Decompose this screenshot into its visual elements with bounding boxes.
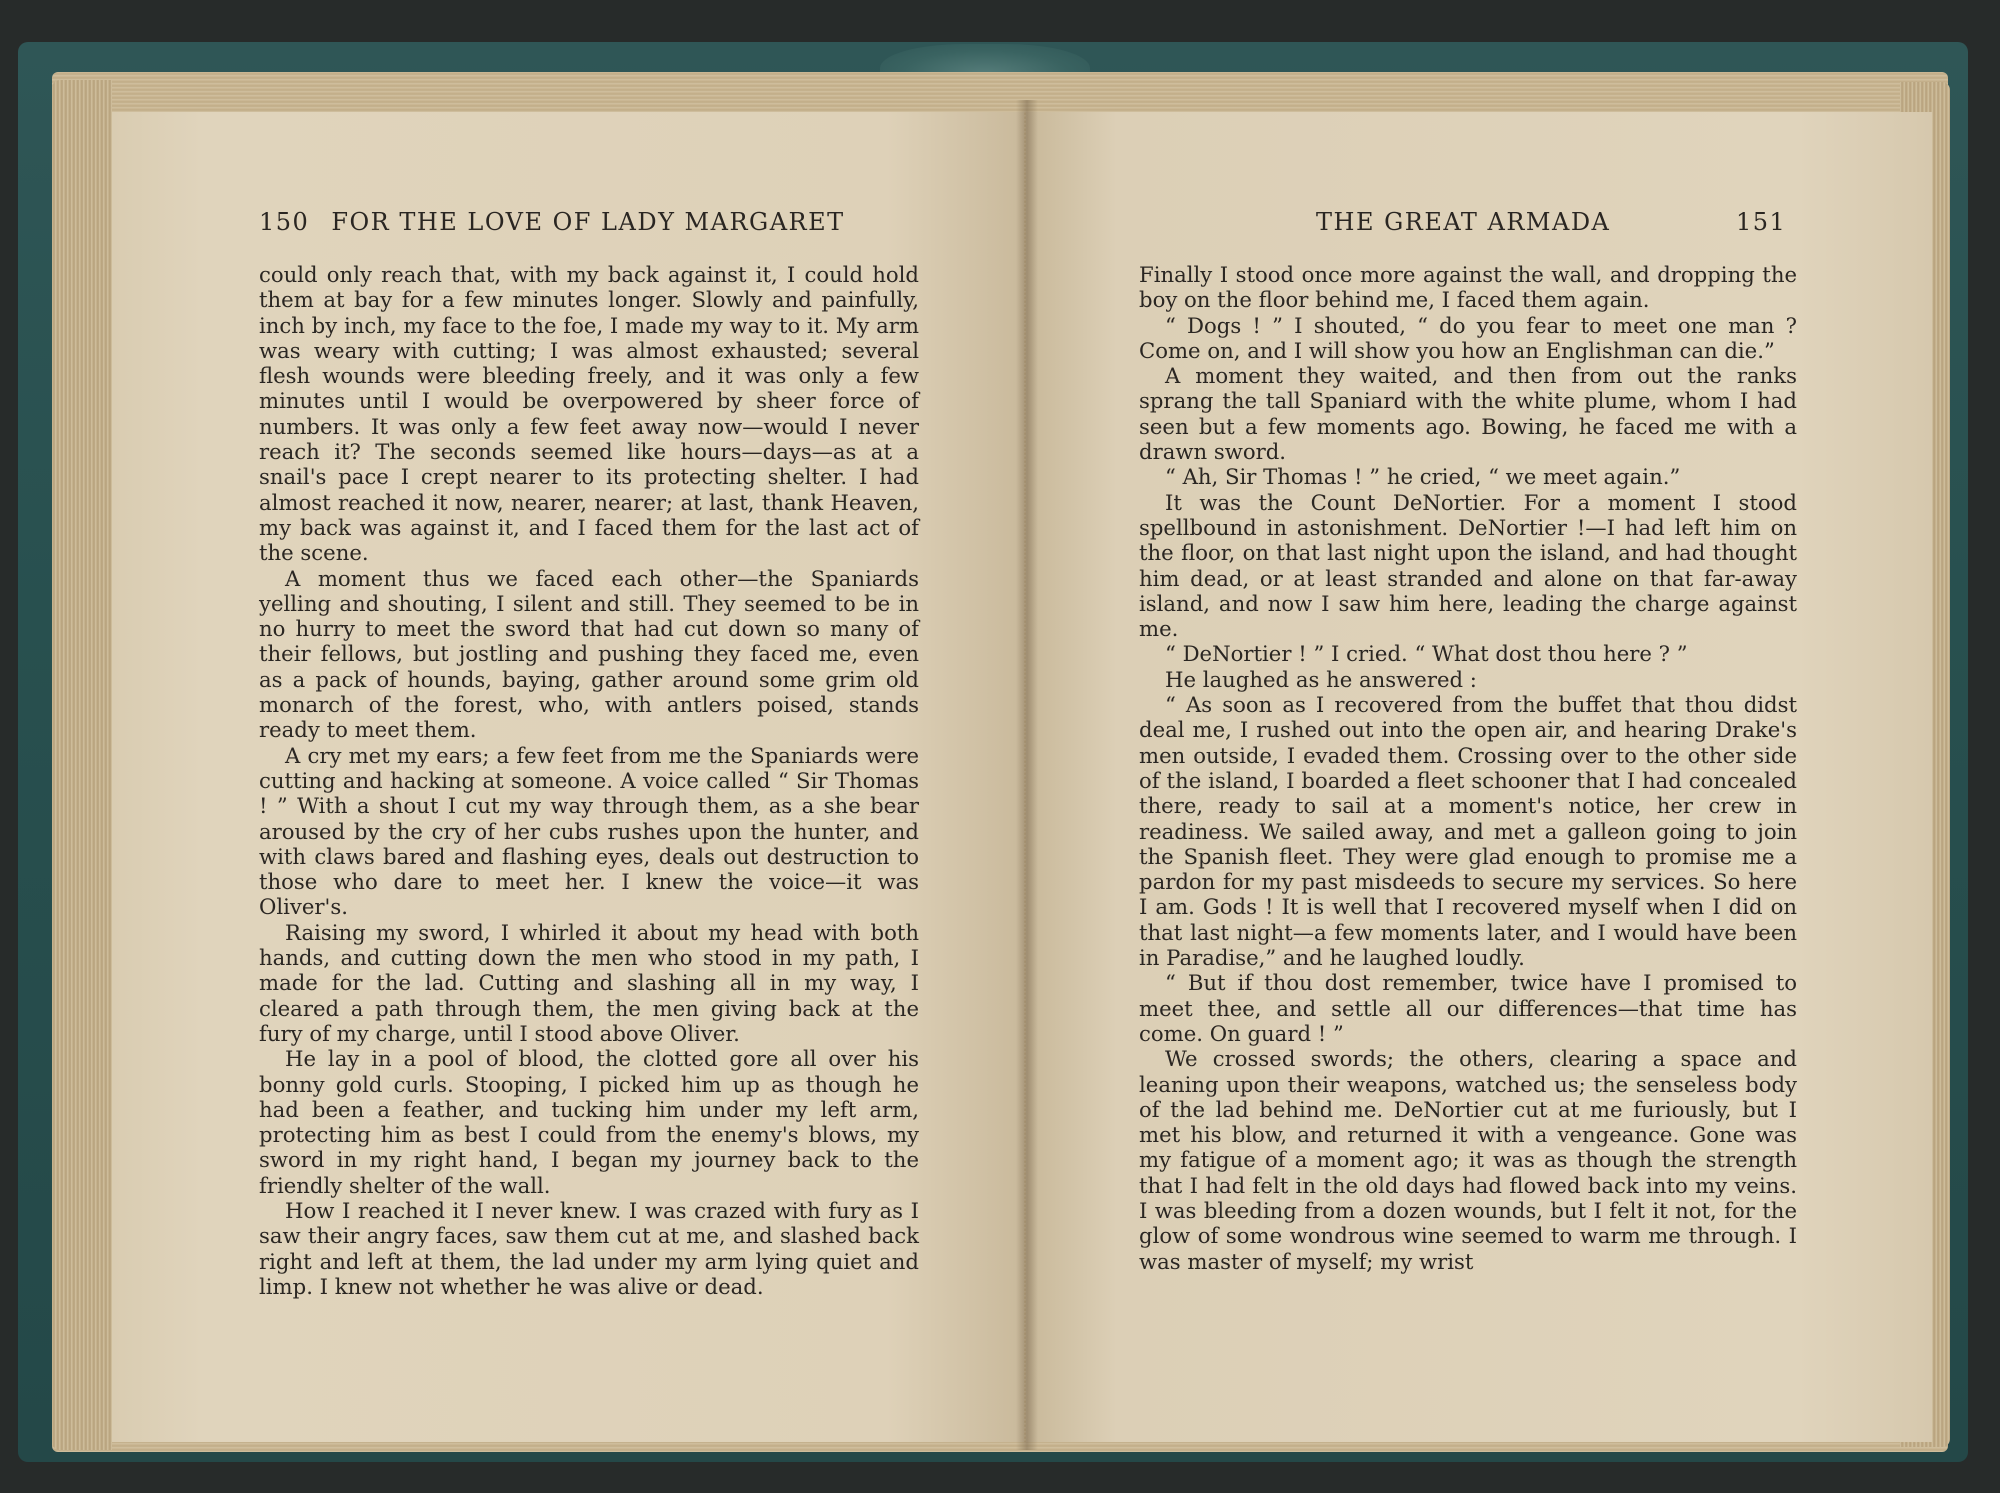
paragraph: It was the Count DeNortier. For a moment I stood spellbound in astonishment. DeNortier !—I had left him on the floor, on that last night upon the island, and had thought him dead, or at least stranded and alone on that far-away island, and now I saw him here, leading the charge against me. — [1139, 489, 1797, 642]
paragraph: “ As soon as I recovered from the buffet that thou didst deal me, I rushed out into the open air, and hearing Drake's men outside, I evaded them. Crossing over to the other side of the island, I boarded a fleet schooner that I had concealed there, ready to sail at a moment's notice, her crew in readiness. We sailed away, and met a galleon going to join the Spanish fleet. They were glad enough to promise me a pardon for my past misdeeds to secure my services. So here I am. Gods ! It is well that I recovered myself when I did on that last night—a few moments later, and I would have been in Paradise,” and he laughed loudly. — [1139, 692, 1797, 971]
right-running-head-title: THE GREAT ARMADA — [1316, 208, 1611, 236]
left-page — [112, 112, 1024, 1442]
right-page-text — [1139, 262, 1797, 1274]
right-page — [1026, 112, 1932, 1442]
left-running-head-title: FOR THE LOVE OF LADY MARGARET — [331, 208, 845, 236]
paragraph: He laughed as he answered : — [1165, 666, 1477, 692]
paragraph: Finally I stood once more against the wall, and dropping the boy on the floor behind me, I faced them again. — [1139, 262, 1797, 313]
paragraph: “ DeNortier ! ” I cried. “ What dost thou here ? ” — [1165, 641, 1688, 667]
right-running-head — [1316, 208, 1876, 236]
left-page-number: 150 — [259, 208, 310, 236]
paragraph: A cry met my ears; a few feet from me the Spaniards were cutting and hacking at someone. A voice called “ Sir Thomas ! ” With a shout I cut my way through them, as a she bear aroused by the cry of her cubs rushes upon the hunter, and with claws bared and flashing eyes, deals out destruction to those who dare to meet her. I knew the voice—it was Oliver's. — [259, 742, 919, 920]
paragraph: “ But if thou dost remember, twice have I promised to meet thee, and settle all our differences—that time has come. On guard ! ” — [1139, 970, 1797, 1046]
paragraph: How I reached it I never knew. I was crazed with fury as I saw their angry faces, saw them cut at me, and slashed back right and left at them, the lad under my arm lying quiet and limp. I knew not whether he was alive or dead. — [259, 1197, 919, 1299]
paragraph: Raising my sword, I whirled it about my head with both hands, and cutting down the men who stood in my path, I made for the lad. Cutting and slashing all in my way, I cleared a path through them, the men giving back at the fury of my charge, until I stood above Oliver. — [259, 919, 919, 1046]
paragraph: “ Dogs ! ” I shouted, “ do you fear to meet one man ? Come on, and I will show you how an Englishman can die.” — [1139, 312, 1797, 363]
paragraph: A moment they waited, and then from out the ranks sprang the tall Spaniard with the white plume, whom I had seen but a few moments ago. Bowing, he faced me with a drawn sword. — [1139, 363, 1797, 465]
paragraph: A moment thus we faced each other—the Spaniards yelling and shouting, I silent and still. They seemed to be in no hurry to meet the sword that had cut down so many of their fellows, but jostling and pushing they faced me, even as a pack of hounds, baying, gather around some grim old monarch of the forest, who, with antlers poised, stands ready to meet them. — [259, 565, 919, 743]
paragraph: We crossed swords; the others, clearing a space and leaning upon their weapons, watched us; the senseless body of the lad behind me. DeNortier cut at me furiously, but I met his blow, and returned it with a vengeance. Gone was my fatigue of a moment ago; it was as though the strength that I had felt in the old days had flowed back into my veins. I was bleeding from a dozen wounds, but I felt it not, for the glow of some wondrous wine seemed to warm me through. I was master of myself; my wrist — [1139, 1046, 1797, 1274]
book-gutter — [1016, 100, 1038, 1450]
paragraph: He lay in a pool of blood, the clotted gore all over his bonny gold curls. Stooping, I picked him up as though he had been a feather, and tucking him under my left arm, protecting him as best I could from the enemy's blows, my sword in my right hand, I began my journey back to the friendly shelter of the wall. — [259, 1046, 919, 1198]
paragraph: could only reach that, with my back against it, I could hold them at bay for a few minutes longer. Slowly and painfully, inch by inch, my face to the foe, I made my way to it. My arm was weary with cutting; I was almost exhausted; several flesh wounds were bleeding freely, and it was only a few minutes until I would be overpowered by sheer force of numbers. It was only a few feet away now—would I never reach it? The seconds seemed like hours—days—as at a snail's pace I crept nearer to its protecting shelter. I had almost reached it now, nearer, nearer; at last, thank Heaven, my back was against it, and I faced them for the last act of the scene. — [259, 262, 919, 566]
left-running-head — [259, 208, 845, 236]
paragraph: “ Ah, Sir Thomas ! ” he cried, “ we meet again.” — [1165, 464, 1681, 490]
right-page-number: 151 — [1736, 208, 1787, 236]
left-page-text — [259, 262, 919, 1299]
page-edges-left — [52, 80, 112, 1450]
